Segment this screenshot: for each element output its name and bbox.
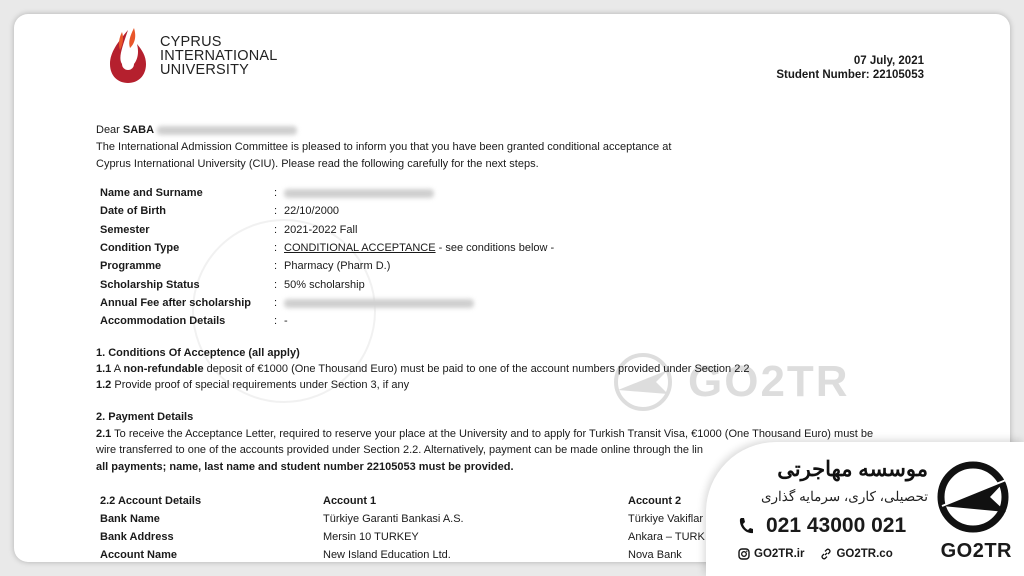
info-value: 50% scholarship — [284, 278, 365, 291]
payment-line-3: all payments; name, last name and student number 22105053 must be provided. — [96, 460, 514, 473]
university-name-line2: INTERNATIONAL — [160, 48, 278, 64]
info-row-accommodation — [100, 312, 554, 330]
info-label: Annual Fee after scholarship — [100, 296, 251, 309]
info-row-name — [100, 184, 554, 202]
info-label: Programme — [100, 260, 162, 273]
phone-icon — [738, 517, 754, 535]
info-colon: : — [274, 223, 278, 236]
instagram-handle: GO2TR.ir — [754, 548, 805, 560]
account-details-header: 2.2 Account Details — [100, 495, 202, 507]
go2tr-logo-icon — [936, 460, 1010, 534]
account-2-bank-name: Türkiye Vakiflar — [628, 513, 703, 525]
account-1-header: Account 1 — [323, 495, 377, 507]
info-value: 22/10/2000 — [284, 205, 340, 218]
info-row-scholarship — [100, 275, 554, 293]
info-label: Date of Birth — [100, 205, 166, 218]
info-label: Condition Type — [100, 242, 180, 255]
item-emphasis: non-refundable — [123, 363, 204, 375]
instagram-icon — [738, 548, 750, 560]
account-2-bank-address: Ankara – TURK — [628, 531, 705, 543]
account-2-header: Account 2 — [628, 495, 682, 507]
info-colon: : — [274, 187, 278, 200]
section-title: 2. Payment Details — [96, 411, 194, 423]
info-value: 2021-2022 Fall — [284, 223, 358, 236]
bank-address-label: Bank Address — [100, 531, 174, 543]
plane-watermark-icon — [608, 352, 678, 412]
redacted-full-name — [284, 189, 434, 198]
go2tr-watermark — [608, 352, 850, 412]
info-value — [284, 297, 474, 309]
intro-line-1: The International Admission Committee is pleased to inform you that you have been granted conditional acceptance at — [96, 141, 672, 153]
salutation-line — [96, 122, 936, 139]
info-label: Scholarship Status — [100, 278, 200, 291]
link-icon — [820, 548, 832, 560]
account-1-account-name: New Island Education Ltd. — [323, 549, 451, 561]
section-title: 1. Conditions Of Acceptence (all apply) — [96, 347, 300, 359]
advert-phone — [738, 514, 906, 538]
payment-line-2: wire transferred to one of the accounts provided under Section 2.2. Alternatively, payment can be made online through the lin — [96, 444, 703, 456]
item-text: Provide proof of special requirements under Section 3, if any — [111, 379, 410, 391]
info-colon: : — [274, 260, 278, 273]
info-colon: : — [274, 296, 278, 309]
info-label: Name and Surname — [100, 187, 203, 200]
watermark-text: GO2TR — [688, 357, 850, 406]
salutation: Dear — [96, 124, 120, 136]
bank-name-label: Bank Name — [100, 513, 160, 525]
item-text: A — [111, 363, 124, 375]
advert-subtitle: تحصیلی، کاری، سرمایه گذاری — [760, 489, 928, 504]
university-name — [160, 35, 278, 77]
item-text: deposit of €1000 (One Thousand Euro) must be paid to one of the account numbers provided under Section 2.2 — [203, 363, 750, 375]
info-colon: : — [274, 242, 278, 255]
info-row-programme — [100, 257, 554, 275]
university-emblem-icon — [104, 26, 152, 86]
student-info-table — [100, 184, 554, 330]
go2tr-advert-overlay — [706, 442, 1024, 576]
student-number: Student Number: 22105053 — [776, 69, 924, 81]
account-2-column — [628, 492, 705, 562]
account-labels-column — [100, 492, 201, 562]
letter-intro — [96, 122, 936, 173]
info-value: Pharmacy (Pharm D.) — [284, 260, 391, 273]
account-1-column — [323, 492, 464, 562]
university-name-line1: CYPRUS — [160, 34, 222, 50]
intro-line-2: Cyprus International University (CIU). Please read the following carefully for the next steps. — [96, 158, 539, 170]
payment-line-1 — [96, 426, 956, 443]
letter-date: 07 July, 2021 — [853, 55, 924, 67]
redacted-annual-fee — [284, 299, 474, 308]
info-label: Accommodation Details — [100, 315, 226, 328]
item-number: 1.2 — [96, 379, 112, 391]
redacted-surname — [157, 126, 297, 135]
info-row-semester — [100, 221, 554, 239]
info-label: Semester — [100, 223, 150, 236]
info-colon: : — [274, 315, 278, 328]
condition-note: - see conditions below - — [435, 242, 555, 255]
info-colon: : — [274, 278, 278, 291]
advert-links — [738, 548, 909, 560]
item-number: 2.1 — [96, 427, 112, 440]
info-value: - — [284, 315, 288, 328]
info-row-fee — [100, 294, 554, 312]
website-link[interactable] — [820, 548, 892, 560]
instagram-link[interactable] — [738, 548, 804, 560]
account-name-label: Account Name — [100, 549, 178, 561]
item-number: 1.1 — [96, 363, 112, 375]
go2tr-brand-text: GO2TR — [940, 540, 1012, 562]
account-1-bank-name: Türkiye Garanti Bankasi A.S. — [323, 513, 464, 525]
item-text: To receive the Acceptance Letter, required to reserve your place at the University and to apply for Turkish Transit Visa, €1000 (One Thousand Euro) must be — [111, 427, 874, 440]
account-2-account-name: Nova Bank — [628, 549, 682, 561]
letter-header — [776, 54, 924, 82]
website-url: GO2TR.co — [836, 548, 893, 560]
condition-type-value: CONDITIONAL ACCEPTANCE — [284, 242, 436, 255]
info-value — [284, 242, 554, 254]
info-row-condition — [100, 239, 554, 257]
university-logo — [104, 26, 278, 86]
advert-title: موسسه مهاجرتی — [777, 458, 928, 481]
account-1-bank-address: Mersin 10 TURKEY — [323, 531, 419, 543]
info-value — [284, 187, 434, 199]
first-name: SABA — [122, 124, 155, 136]
info-colon: : — [274, 205, 278, 218]
phone-number: 021 43000 021 — [766, 514, 907, 537]
info-row-dob — [100, 202, 554, 220]
university-name-line3: UNIVERSITY — [160, 62, 250, 78]
